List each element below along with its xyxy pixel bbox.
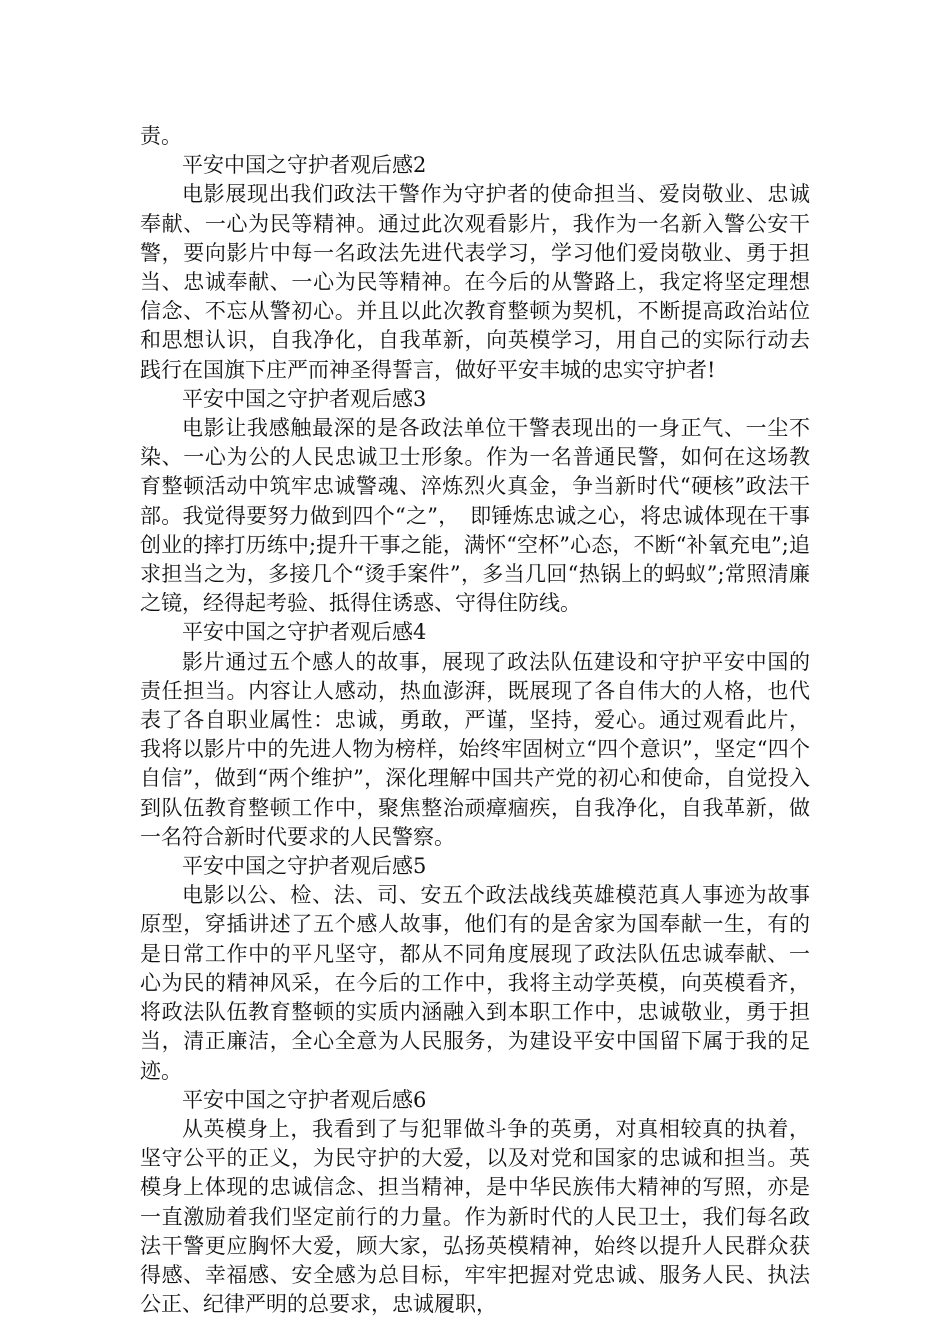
section-body-2: 电影展现出我们政法干警作为守护者的使命担当、爱岗敬业、忠诚奉献、一心为民等精神。通过此次观看影片，我作为一名新入警公安干警，要向影片中每一名政法先进代表学习，学习他们爱岗敬业、勇于担当、忠诚奉献、一心为民等精神。在今后的从警路上，我定将坚定理想信念、不忘从警初心。并且以此次教育整顿为契机，不断提高政治站位和思想认识，自我净化，自我革新，向英模学习，用自己的实际行动去践行在国旗下庄严而神圣得誓言，做好平安丰城的忠实守护者! xyxy=(140,182,810,382)
section-body-5: 电影以公、检、法、司、安五个政法战线英雄模范真人事迹为故事原型，穿插讲述了五个感人故事，他们有的是舍家为国奉献一生，有的是日常工作中的平凡坚守，都从不同角度展现了政法队伍忠诚奉献、一心为民的精神风采，在今后的工作中，我将主动学英模，向英模看齐，将政法队伍教育整顿的实质内涵融入到本职工作中，忠诚敬业，勇于担当，清正廉洁，全心全意为人民服务，为建设平安中国留下属于我的足迹。 xyxy=(140,883,810,1083)
section-body-3: 电影让我感触最深的是各政法单位干警表现出的一身正气、一尘不染、一心为公的人民忠诚卫士形象。作为一名普通民警，如何在这场教育整顿活动中筑牢忠诚警魂、淬炼烈火真金，争当新时代“硬核”政法干部。我觉得要努力做到四个“之”， 即锤炼忠诚之心，将忠诚体现在干事创业的摔打历练中;提升干事之能，满怀“空杯”心态，不断“补氧充电”;追求担当之为，多接几个“烫手案件”，多当几回“热锅上的蚂蚁”;常照清廉之镜，经得起考验、抵得住诱惑、守得住防线。 xyxy=(140,416,810,616)
opening-fragment: 责。 xyxy=(140,124,182,148)
section-heading-2: 平安中国之守护者观后感2 xyxy=(182,153,427,178)
section-body-6: 从英模身上，我看到了与犯罪做斗争的英勇，对真相较真的执着，坚守公平的正义，为民守护的大爱，以及对党和国家的忠诚和担当。英模身上体现的忠诚信念、担当精神，是中华民族伟大精神的写照，亦是一直激励着我们坚定前行的力量。作为新时代的人民卫士，我们每名政法干警更应胸怀大爱，顾大家，弘扬英模精神，始终以提升人民群众获得感、幸福感、安全感为总目标，牢牢把握对党忠诚、服务人民、执法公正、纪律严明的总要求，忠诚履职， xyxy=(140,1116,810,1317)
section-heading-3: 平安中国之守护者观后感3 xyxy=(182,386,427,411)
section-heading-6: 平安中国之守护者观后感6 xyxy=(182,1087,427,1112)
section-body-4: 影片通过五个感人的故事，展现了政法队伍建设和守护平安中国的责任担当。内容让人感动，热血澎湃，既展现了各自伟大的人格，也代表了各自职业属性：忠诚，勇敢，严谨，坚持，爱心。通过观看此片，我将以影片中的先进人物为榜样，始终牢固树立“四个意识”，坚定“四个自信”，做到“两个维护”，深化理解中国共产党的初心和使命，自觉投入到队伍教育整顿工作中，聚焦整治顽瘴痼疾，自我净化，自我革新，做一名符合新时代要求的人民警察。 xyxy=(140,649,810,849)
section-heading-5: 平安中国之守护者观后感5 xyxy=(182,854,427,879)
section-heading-4: 平安中国之守护者观后感4 xyxy=(182,620,427,645)
document-page xyxy=(140,122,810,1319)
